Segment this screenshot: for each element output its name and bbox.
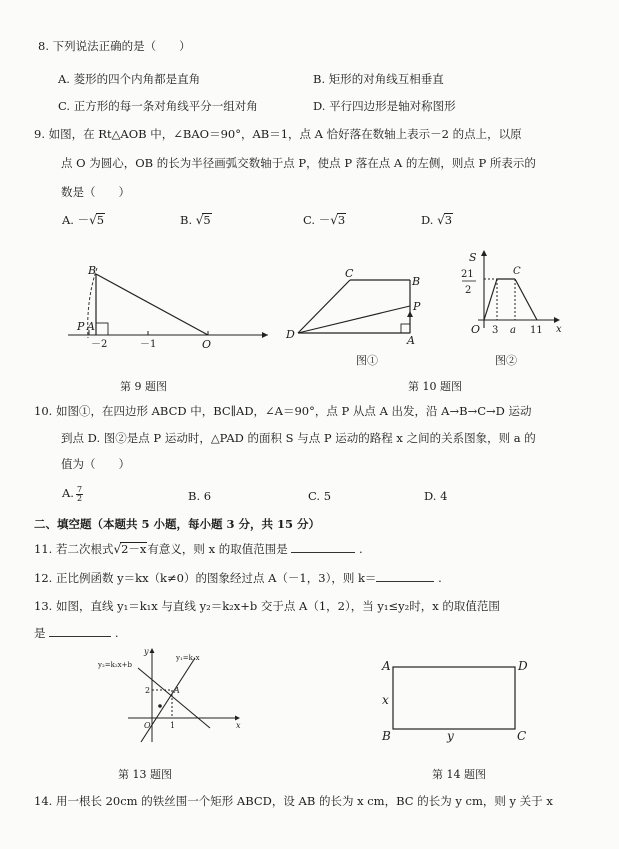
fig9-label-a: A (87, 320, 95, 333)
fig14-label-x: x (382, 693, 389, 707)
fig10a-label-b: B (412, 275, 421, 288)
fig14-label-b: B (382, 729, 391, 743)
q8-stem: 8. 下列说法正确的是（ ） (38, 39, 191, 53)
q8-option-b: B. 矩形的对角线互相垂直 (313, 72, 444, 86)
q10-line-2: 到点 D. 图②是点 P 运动时，△PAD 的面积 S 与点 P 运动的路程 x 之间的关系图象，则 a 的 (61, 431, 536, 445)
q14-line-1: 14. 用一根长 20cm 的铁丝围一个矩形 ABCD，设 AB 的长为 x cm，BC 的长为 y cm，则 y 关于 x (34, 794, 553, 808)
q9-option-d: D. √3 (421, 213, 453, 227)
fig10b-label-a: a (510, 325, 516, 336)
fig13-label-2: 2 (145, 686, 151, 695)
fig10b-label-o: O (471, 323, 481, 336)
fig10b-label-x: x (556, 324, 562, 335)
fig10b-label-s: S (469, 251, 477, 264)
q13-line-1: 13. 如图，直线 y₁＝k₁x 与直线 y₂＝k₂x+b 交于点 A（1，2），当 y₁≤y₂时，x 的取值范围 (34, 599, 500, 613)
q12: 12. 正比例函数 y＝kx（k≠0）的图象经过点 A（－1，3），则 k＝ . (34, 571, 442, 585)
fig10a-label-d: D (286, 328, 295, 341)
fig10b-label-2: 2 (465, 285, 472, 296)
q10-option-c: C. 5 (308, 489, 332, 503)
section-2-heading: 二、填空题（本题共 5 小题，每小题 3 分，共 15 分） (34, 517, 321, 531)
fig10b-label-c: C (513, 266, 521, 277)
fig13-label-y1: y₁=k₁x (176, 654, 200, 662)
fig10b-label-21: 21 (461, 269, 474, 280)
fig9-label-minus1: －1 (140, 339, 157, 350)
fig13-label-o: O (144, 721, 151, 730)
q10-option-b: B. 6 (188, 489, 212, 503)
q8-option-c: C. 正方形的每一条对角线平分一组对角 (58, 99, 258, 113)
q9-line-3: 数是（ ） (61, 185, 130, 199)
q10-option-a: A. $\frac{7}{2}$ (62, 484, 83, 503)
q9-line-1: 9. 如图，在 Rt△AOB 中，∠BAO＝90°，AB＝1，点 A 恰好落在数轴上表示－2 的点上，以原 (34, 127, 522, 141)
fig13-label-y2: y₂=k₂x+b (98, 661, 132, 669)
fig9-caption: 第 9 题图 (120, 380, 167, 393)
fig9-label-b: B (88, 264, 97, 277)
fig9-label-o: O (202, 338, 212, 351)
q9-option-b: B. √5 (180, 213, 211, 227)
fig13-label-y: y (144, 647, 149, 656)
fig13-label-1: 1 (170, 721, 176, 730)
fig14-label-y: y (447, 729, 454, 743)
fig14-caption: 第 14 题图 (432, 768, 486, 781)
fig9-label-minus2: －2 (91, 339, 108, 350)
fig14-label-a: A (382, 659, 391, 673)
fig10b-caption: 图② (495, 354, 517, 367)
q9-line-2: 点 O 为圆心，OB 的长为半径画弧交数轴于点 P，使点 P 落在点 A 的左侧，则点 P 所表示的 (61, 156, 536, 170)
fig14-label-c: C (517, 729, 527, 743)
q11: 11. 若二次根式√2－x有意义，则 x 的取值范围是 . (34, 542, 363, 556)
q10-option-d: D. 4 (424, 489, 448, 503)
fig14-label-d: D (518, 659, 528, 673)
q9-option-a: A. －√5 (62, 213, 105, 227)
fig10a-label-c: C (345, 267, 354, 280)
fig13-label-a: A (174, 686, 180, 695)
fig13-label-x: x (236, 721, 241, 730)
fig10a-label-p: P (413, 300, 421, 313)
fig10-caption: 第 10 题图 (408, 380, 462, 393)
fig10b-label-11: 11 (530, 325, 543, 336)
fig10a-caption: 图① (356, 354, 378, 367)
q10-line-1: 10. 如图①，在四边形 ABCD 中，BC∥AD，∠A＝90°，点 P 从点 A 出发，沿 A→B→C→D 运动 (34, 404, 532, 418)
fig13-caption: 第 13 题图 (118, 768, 172, 781)
fig9-label-p: P (77, 320, 85, 333)
fig10a-label-a: A (407, 334, 415, 347)
fig10b-label-3: 3 (492, 325, 499, 336)
q9-option-c: C. －√3 (303, 213, 346, 227)
q8-option-d: D. 平行四边形是轴对称图形 (313, 99, 456, 113)
q10-line-3: 值为（ ） (61, 457, 130, 471)
q8-option-a: A. 菱形的四个内角都是直角 (58, 72, 201, 86)
q13-line-2: 是 . (34, 626, 119, 640)
